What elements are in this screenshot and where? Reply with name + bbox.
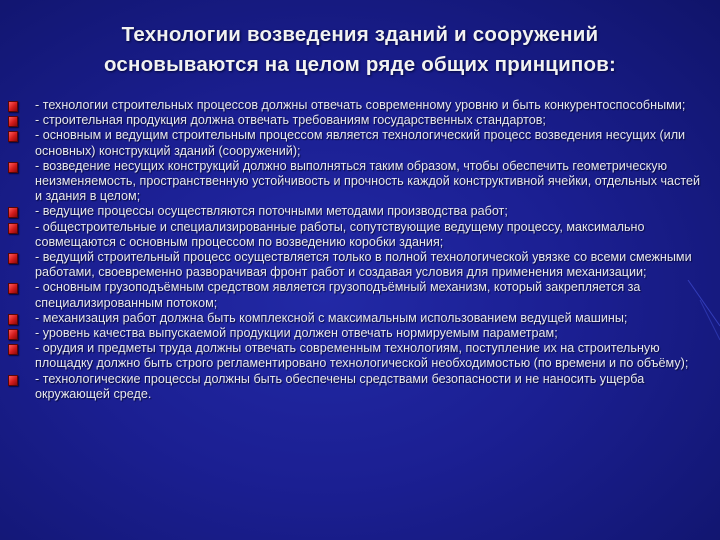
square-bullet-icon (8, 375, 18, 386)
square-bullet-icon (8, 344, 18, 355)
principles-list (8, 98, 708, 402)
list-item (8, 250, 708, 280)
list-item-text: - ведущие процессы осуществляются поточными методами производства работ; (35, 204, 508, 219)
square-bullet-icon (8, 283, 18, 294)
title-line-2: основываются на целом ряде общих принципов: (103, 53, 617, 76)
list-item (8, 311, 708, 326)
list-item (8, 341, 708, 371)
square-bullet-icon (8, 207, 18, 218)
square-bullet-icon (8, 101, 18, 112)
list-item-text: - ведущий строительный процесс осуществляется только в полной технологической увязке со всеми смежными работами, своевременно разворачивая фронт работ и создавая условия для применения механизации; (35, 250, 692, 280)
list-item (8, 98, 708, 113)
square-bullet-icon (8, 314, 18, 325)
list-item-text: - орудия и предметы труда должны отвечать современным технологиям, поступление их на строительную площадку должно быть строго регламентировано технологической необходимостью (по времени и по объёму); (35, 341, 689, 371)
list-item (8, 220, 708, 250)
list-item-text: - основным грузоподъёмным средством является грузоподъёмный механизм, который закрепляется за специализированным потоком; (35, 280, 641, 310)
title-line-1: Технологии возведения зданий и сооружений (121, 23, 599, 46)
square-bullet-icon (8, 131, 18, 142)
list-item (8, 280, 708, 310)
list-item (8, 372, 708, 402)
list-item-text: - механизация работ должна быть комплексной с максимальным использованием ведущей машины; (35, 310, 628, 325)
list-item-text: - технологические процессы должны быть обеспечены средствами безопасности и не наносить ущерба окружающей среде. (35, 371, 645, 401)
slide-title (40, 20, 680, 80)
list-item-text: - основным и ведущим строительным процессом является технологический процесс возведения несущих (или основных) конструкций зданий (сооружений); (35, 128, 686, 158)
square-bullet-icon (8, 329, 18, 340)
list-item-text: - строительная продукция должна отвечать требованиям государственных стандартов; (35, 113, 546, 128)
list-item (8, 204, 708, 219)
square-bullet-icon (8, 223, 18, 234)
list-item-text: - общестроительные и специализированные работы, сопутствующие ведущему процессу, максимально совмещаются с основным процессом по возведению коробки здания; (35, 219, 645, 249)
square-bullet-icon (8, 162, 18, 173)
list-item (8, 159, 708, 205)
list-item-text: - технологии строительных процессов должны отвечать современному уровню и быть конкурентоспособными; (35, 98, 686, 112)
decorative-lines (680, 280, 720, 360)
list-item-text: - уровень качества выпускаемой продукции должен отвечать нормируемым параметрам; (35, 326, 558, 341)
list-item (8, 128, 708, 158)
list-item (8, 113, 708, 128)
square-bullet-icon (8, 253, 18, 264)
square-bullet-icon (8, 116, 18, 127)
list-item (8, 326, 708, 341)
list-item-text: - возведение несущих конструкций должно выполняться таким образом, чтобы обеспечить геометрическую неизменяемость, пространственную устойчивость и прочность каждой конструктивной ячейки, отдельных частей и здания в целом; (35, 158, 701, 204)
